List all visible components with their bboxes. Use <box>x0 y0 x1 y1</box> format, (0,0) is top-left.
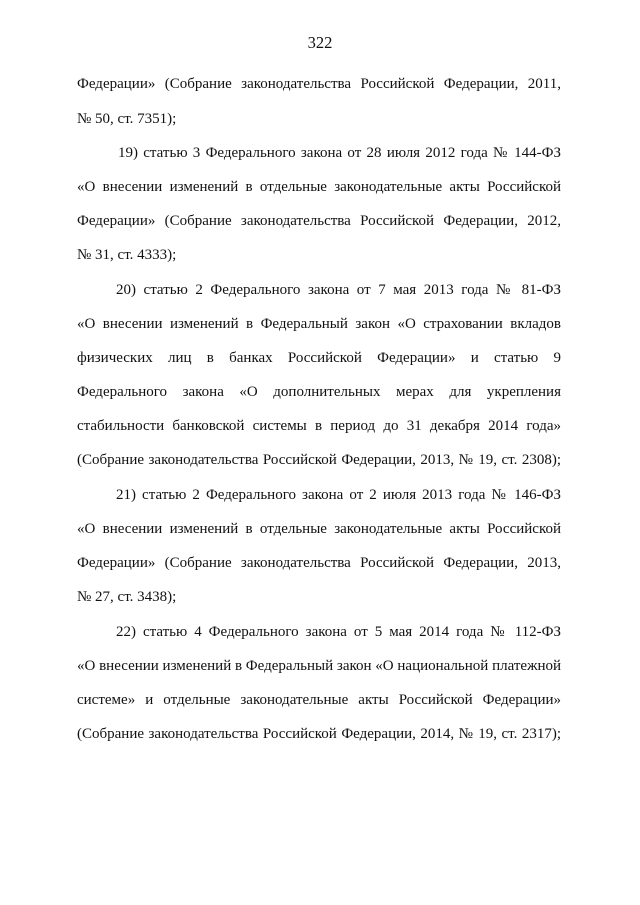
document-line-2: № 50, ст. 7351); <box>77 111 177 127</box>
document-line-5: Федерации» (Собрание законодательства Российской Федерации, 2012, <box>77 213 561 229</box>
document-line-13: 21) статью 2 Федерального закона от 2 июля 2013 года № 146-ФЗ <box>116 487 561 503</box>
document-line-18: «О внесении изменений в Федеральный закон «О национальной платежной <box>77 658 561 674</box>
document-line-17: 22) статью 4 Федерального закона от 5 мая 2014 года № 112-ФЗ <box>116 624 561 640</box>
document-line-14: «О внесении изменений в отдельные законодательные акты Российской <box>77 521 561 537</box>
page-number: 322 <box>307 33 333 52</box>
document-line-9: физических лиц в банках Российской Федерации» и статью 9 <box>77 350 561 366</box>
document-line-1: Федерации» (Собрание законодательства Российской Федерации, 2011, <box>77 76 561 92</box>
document-line-15: Федерации» (Собрание законодательства Российской Федерации, 2013, <box>77 555 561 571</box>
document-line-19: системе» и отдельные законодательные акты Российской Федерации» <box>77 692 561 708</box>
document-line-12: (Собрание законодательства Российской Федерации, 2013, № 19, ст. 2308); <box>77 452 561 468</box>
document-line-3: 19) статью 3 Федерального закона от 28 июля 2012 года № 144-ФЗ <box>118 145 561 161</box>
document-line-7: 20) статью 2 Федерального закона от 7 мая 2013 года № 81-ФЗ <box>116 282 561 298</box>
document-line-6: № 31, ст. 4333); <box>77 247 177 263</box>
document-line-4: «О внесении изменений в отдельные законодательные акты Российской <box>77 179 561 195</box>
document-line-11: стабильности банковской системы в период до 31 декабря 2014 года» <box>77 418 561 434</box>
document-line-8: «О внесении изменений в Федеральный закон «О страховании вкладов <box>77 316 561 332</box>
document-line-20: (Собрание законодательства Российской Федерации, 2014, № 19, ст. 2317); <box>77 726 561 742</box>
document-line-10: Федерального закона «О дополнительных мерах для укрепления <box>77 384 561 400</box>
document-line-16: № 27, ст. 3438); <box>77 589 177 605</box>
